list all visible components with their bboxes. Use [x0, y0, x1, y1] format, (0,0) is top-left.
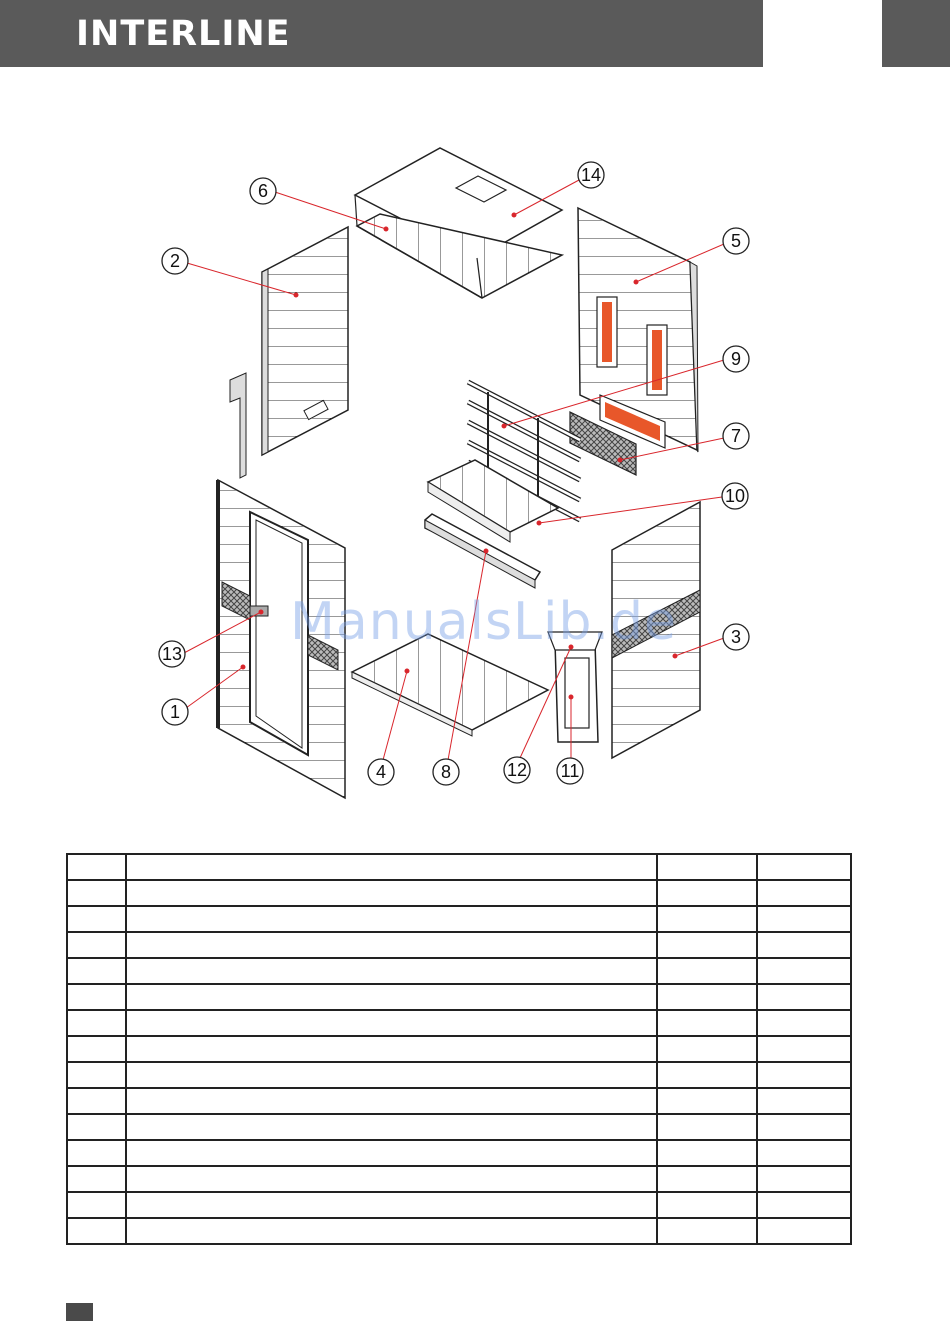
table-cell — [126, 932, 658, 958]
header-corner-tab — [882, 0, 950, 67]
table-row — [67, 880, 851, 906]
table-cell — [657, 906, 757, 932]
table-cell — [67, 958, 126, 984]
diagram-svg — [0, 130, 950, 800]
callout-14-label: 14 — [580, 165, 602, 185]
table-cell — [657, 1036, 757, 1062]
table-cell — [67, 854, 126, 880]
roof-panel — [355, 148, 562, 298]
parts-list-table — [66, 853, 852, 1245]
callout-6-label: 6 — [257, 181, 269, 201]
watermark: ManualsLib.de — [290, 592, 678, 652]
table-cell — [757, 1166, 851, 1192]
table-row — [67, 1088, 851, 1114]
table-cell — [126, 1088, 658, 1114]
table-row — [67, 906, 851, 932]
table-cell — [757, 1062, 851, 1088]
table-row — [67, 854, 851, 880]
table-cell — [126, 1114, 658, 1140]
callout-5-label: 5 — [730, 231, 742, 251]
table-cell — [67, 1218, 126, 1244]
table-row — [67, 1114, 851, 1140]
table-row — [67, 932, 851, 958]
table-cell — [757, 1010, 851, 1036]
table-cell — [757, 880, 851, 906]
callout-12-label: 12 — [506, 760, 528, 780]
table-row — [67, 1218, 851, 1244]
table-cell — [67, 984, 126, 1010]
table-cell — [657, 1218, 757, 1244]
table-cell — [657, 880, 757, 906]
table-cell — [67, 1140, 126, 1166]
table-cell — [67, 1166, 126, 1192]
table-row — [67, 1010, 851, 1036]
table-row — [67, 1062, 851, 1088]
table-row — [67, 958, 851, 984]
table-cell — [126, 880, 658, 906]
table-cell — [67, 906, 126, 932]
front-door-wall — [218, 480, 345, 798]
left-side-wall — [230, 227, 348, 478]
table-cell — [657, 932, 757, 958]
table-row — [67, 1166, 851, 1192]
table-cell — [757, 984, 851, 1010]
table-cell — [126, 958, 658, 984]
table-cell — [657, 854, 757, 880]
callout-11-label: 11 — [560, 761, 580, 781]
table-cell — [67, 1114, 126, 1140]
table-row — [67, 1140, 851, 1166]
callout-1-label: 1 — [169, 702, 181, 722]
table-cell — [757, 1192, 851, 1218]
table-cell — [657, 1010, 757, 1036]
table-cell — [757, 958, 851, 984]
table-cell — [657, 1062, 757, 1088]
table-cell — [757, 854, 851, 880]
page-number-marker — [66, 1303, 93, 1321]
table-cell — [757, 1088, 851, 1114]
table-cell — [657, 1114, 757, 1140]
parts-table-body — [67, 854, 851, 1244]
table-cell — [67, 932, 126, 958]
table-cell — [126, 1140, 658, 1166]
table-cell — [757, 1218, 851, 1244]
callout-13-label: 13 — [161, 644, 183, 664]
back-wall — [570, 208, 698, 475]
table-cell — [757, 1140, 851, 1166]
table-cell — [757, 1114, 851, 1140]
callout-2-label: 2 — [169, 251, 181, 271]
floor-panel — [352, 634, 548, 736]
table-cell — [126, 1062, 658, 1088]
exploded-assembly-diagram — [0, 130, 950, 800]
table-cell — [657, 984, 757, 1010]
callout-9-label: 9 — [730, 349, 742, 369]
table-cell — [67, 1010, 126, 1036]
table-cell — [757, 932, 851, 958]
table-cell — [657, 958, 757, 984]
callout-10-label: 10 — [724, 486, 746, 506]
table-cell — [657, 1192, 757, 1218]
callout-4-label: 4 — [375, 762, 387, 782]
table-row — [67, 1036, 851, 1062]
table-cell — [67, 1062, 126, 1088]
table-cell — [126, 1036, 658, 1062]
table-cell — [757, 906, 851, 932]
table-cell — [126, 854, 658, 880]
table-cell — [126, 1166, 658, 1192]
table-cell — [126, 984, 658, 1010]
table-cell — [67, 1192, 126, 1218]
table-cell — [67, 880, 126, 906]
table-cell — [126, 1010, 658, 1036]
table-cell — [126, 1218, 658, 1244]
callout-3-label: 3 — [730, 627, 742, 647]
control-panel — [548, 632, 602, 742]
table-cell — [657, 1088, 757, 1114]
table-row — [67, 984, 851, 1010]
table-cell — [657, 1166, 757, 1192]
table-cell — [67, 1036, 126, 1062]
table-cell — [126, 906, 658, 932]
right-side-wall — [612, 502, 700, 758]
table-row — [67, 1192, 851, 1218]
table-cell — [67, 1088, 126, 1114]
table-cell — [126, 1192, 658, 1218]
table-cell — [657, 1140, 757, 1166]
callout-8-label: 8 — [440, 762, 452, 782]
table-cell — [757, 1036, 851, 1062]
brand-logo: INTERLINE — [76, 14, 291, 54]
callout-7-label: 7 — [730, 426, 742, 446]
